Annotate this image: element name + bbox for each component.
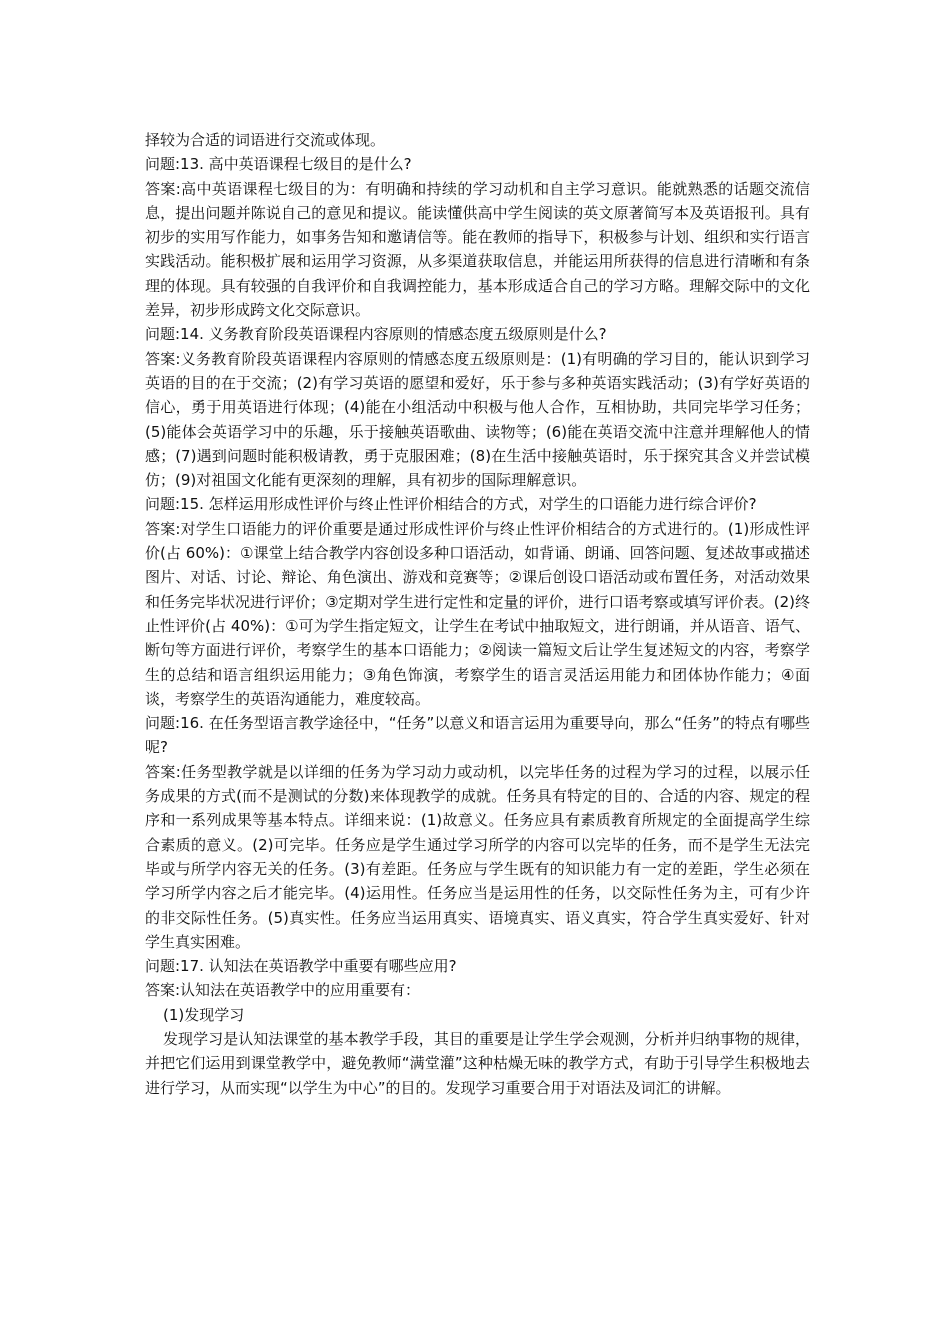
paragraph-continuation: 择较为合适的词语进行交流或体现。 (145, 131, 386, 149)
answer-16: 答案:任务型教学就是以详细的任务为学习动力或动机，以完毕任务的过程为学习的过程，以展示任务成果的方式(而不是测试的分数)来体现教学的成就。任务具有特定的目的、合适的内容、规定的程序和一系列成果等基本特点。详细来说：(1)故意义。任务应具有素质教育所规定的全面提高学生综合素质的意义。(2)可完毕。任务应是学生通过学习所学的内容可以完毕的任务，而不是学生无法完毕或与所学内容无关的任务。(3)有差距。任务应与学生既有的知识能力有一定的差距，学生必须在学习所学内容之后才能完毕。(4)运用性。任务应当是运用性的任务，以交际性任务为主，可有少许的非交际性任务。(5)真实性。任务应当运用真实、语境真实、语义真实，符合学生真实爱好、针对学生真实困难。 (145, 762, 810, 951)
question-13: 问题:13. 高中英语课程七级目的是什么? (145, 155, 412, 174)
question-14: 问题:14. 义务教育阶段英语课程内容原则的情感态度五级原则是什么? (145, 325, 607, 344)
question-15: 问题:15. 怎样运用形成性评价与终止性评价相结合的方式，对学生的口语能力进行综合评价? (145, 495, 757, 514)
answer-13: 答案:高中英语课程七级目的为：有明确和持续的学习动机和自主学习意识。能就熟悉的话题交流信息，提出问题并陈说自己的意见和提议。能读懂供高中学生阅读的英文原著简写本及英语报刊。具有初步的实用写作能力，如事务告知和邀请信等。能在教师的指导下，积极参与计划、组织和实行语言实践活动。能积极扩展和运用学习资源，从多渠道获取信息，并能运用所获得的信息进行清晰和有条理的体现。具有较强的自我评价和自我调控能力，基本形成适合自己的学习方略。理解交际中的文化差异，初步形成跨文化交际意识。 (145, 179, 810, 320)
question-17: 问题:17. 认知法在英语教学中重要有哪些应用? (145, 957, 457, 976)
answer-15: 答案:对学生口语能力的评价重要是通过形成性评价与终止性评价相结合的方式进行的。(1)形成性评价(占 60%)：①课堂上结合教学内容创设多种口语活动，如背诵、朗诵、回答问题、复述故事或描述图片、对话、讨论、辩论、角色演出、游戏和竞赛等；②课后创设口语活动或布置任务，对活动效果和任务完毕状况进行评价；③定期对学生进行定性和定量的评价，进行口语考察或填写评价表。(2)终止性评价(占 40%)：①可为学生指定短文，让学生在考试中抽取短文，进行朗诵，并从语音、语气、断句等方面进行评价，考察学生的基本口语能力；②阅读一篇短文后让学生复述短文的内容，考察学生的总结和语言组织运用能力；③角色饰演，考察学生的语言灵活运用能力和团体协作能力；④面谈，考察学生的英语沟通能力，难度较高。 (145, 519, 810, 708)
question-16: 问题:16. 在任务型语言教学途径中，“任务”以意义和语言运用为重要导向，那么“任务”的特点有哪些呢? (145, 714, 810, 757)
paragraph-discovery-learning: 发现学习是认知法课堂的基本教学手段，其目的重要是让学生学会观测，分析并归纳事物的规律，并把它们运用到课堂教学中，避免教师“满堂灌”这种枯燥无味的教学方式，有助于引导学生积极地去进行学习，从而实现“以学生为中心”的目的。发现学习重要合用于对语法及词汇的讲解。 (145, 1029, 810, 1097)
subheading-discovery-learning: (1)发现学习 (163, 1005, 245, 1024)
answer-17: 答案:认知法在英语教学中的应用重要有： (145, 981, 421, 1000)
document-body (145, 128, 810, 1100)
answer-14: 答案:义务教育阶段英语课程内容原则的情感态度五级原则是：(1)有明确的学习目的，能认识到学习英语的目的在于交流；(2)有学习英语的愿望和爱好，乐于参与多种英语实践活动；(3)有学好英语的信心，勇于用英语进行体现；(4)能在小组活动中积极与他人合作，互相协助，共同完毕学习任务；(5)能体会英语学习中的乐趣，乐于接触英语歌曲、读物等；(6)能在英语交流中注意并理解他人的情感；(7)遇到问题时能积极请教，勇于克服困难；(8)在生活中接触英语时，乐于探究其含义并尝试模仿；(9)对祖国文化能有更深刻的理解，具有初步的国际理解意识。 (145, 349, 810, 490)
